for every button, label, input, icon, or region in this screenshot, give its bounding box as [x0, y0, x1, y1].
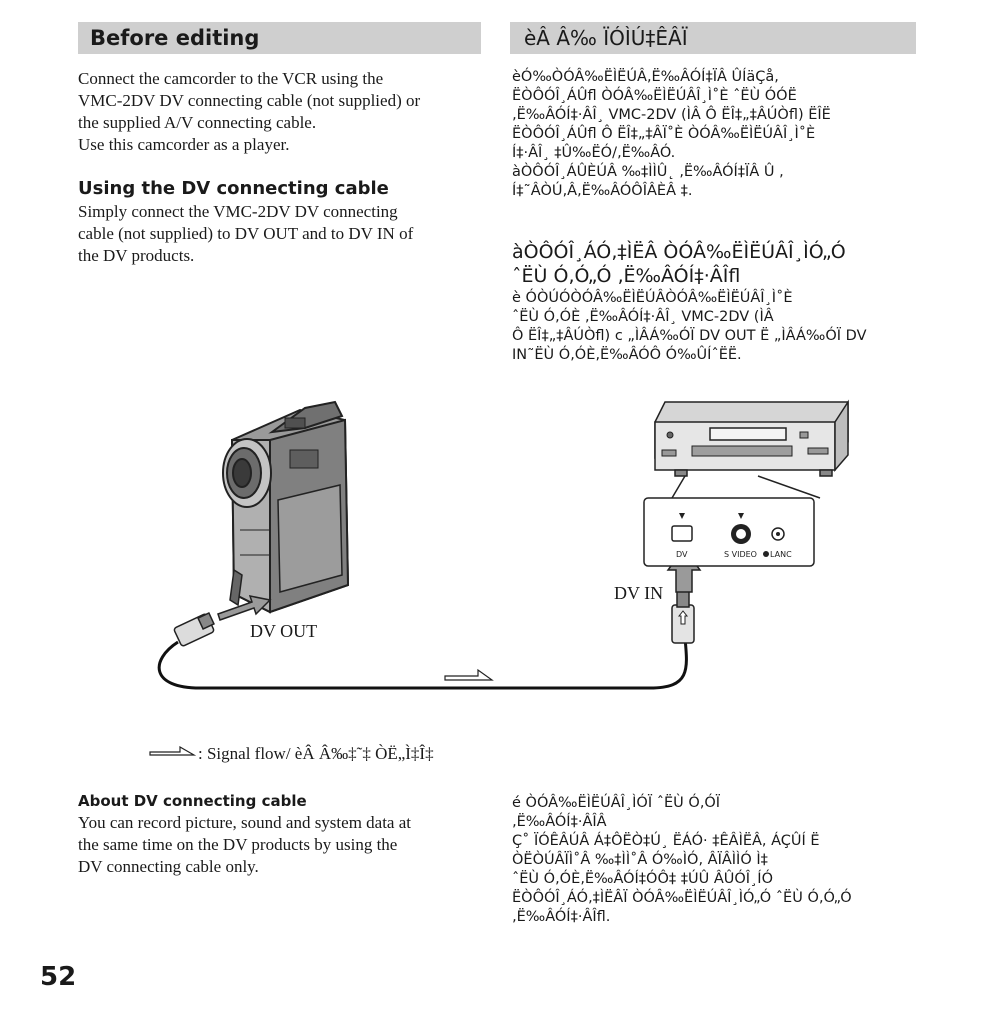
text-line: Simply connect the VMC-2DV DV connecting — [78, 202, 398, 221]
subheading-ru — [512, 240, 932, 288]
text-line: cable (not supplied) to DV OUT and to DV IN of — [78, 224, 414, 243]
about-paragraph-en — [78, 812, 498, 878]
section-title-ru: èÂ Â‰ ÏÓÌÚ‡ÊÂÏ — [524, 26, 688, 50]
zoom-connector — [672, 476, 685, 498]
text-line: the DV products. — [78, 246, 195, 265]
text-line: the same time on the DV products by using the — [78, 835, 398, 854]
dv-plug-right — [672, 591, 694, 643]
text-line: Use this camcorder as a player. — [78, 135, 290, 154]
text-line: You can record picture, sound and system data at — [78, 813, 411, 832]
dv-port-icon — [672, 526, 692, 541]
text-line: é ÒÓÂ‰ËÌËÚÂÎ¸ÌÓÏ ˆËÙ Ó‚ÓÏ — [512, 795, 721, 811]
dv-in-label: DV IN — [614, 583, 664, 603]
port-label-dv: DV — [676, 550, 688, 559]
text-line: ÒËÒÚÂÏÌ˚Â ‰‡ÌÌ˚Â Ó‰ÌÓ, ÂÏÂÌÌÓ Ì‡ — [512, 852, 768, 868]
text-line: Í‡˜ÂÒÚ‚Â‚Ë‰ÂÓÔÎÂÈÂ ‡. — [512, 183, 693, 199]
signal-flow-arrow — [445, 670, 492, 680]
zoom-connector — [758, 476, 820, 498]
dv-plug-left — [173, 613, 214, 647]
text-line: Ô ËÎ‡„‡ÂÚÒﬂ) c „ÌÂÁ‰ÓÏ DV OUT Ë „ÌÂÁ‰ÓÏ DV — [512, 328, 867, 344]
text-line: ˆËÙ Ó‚ÓÈ‚Ë‰ÂÓÍ‡ÓÔ‡ ‡ÚÛ ÂÛÓÎ¸ÍÓ — [512, 871, 773, 887]
legend-arrow-icon — [148, 746, 196, 760]
sub-paragraph-ru — [512, 289, 932, 365]
subheading-en: Using the DV connecting cable — [78, 178, 389, 199]
vcr-illustration — [655, 402, 848, 476]
text-line: Connect the camcorder to the VCR using the — [78, 69, 384, 88]
lanc-symbol-icon — [763, 551, 769, 557]
intro-paragraph-en — [78, 68, 498, 156]
text-line: DV connecting cable only. — [78, 857, 259, 876]
dv-out-label: DV OUT — [250, 621, 318, 641]
text-line: Ç˚ ÏÓÊÂÚÂ Á‡ÔËÒ‡Ú¸ ËÁÓ· ‡ÊÂÌËÂ, ÁÇÛÍ Ë — [512, 833, 820, 849]
dv-cable — [159, 638, 686, 688]
intro-paragraph-ru — [512, 68, 932, 201]
about-heading-en: About DV connecting cable — [78, 792, 307, 810]
sub-paragraph-en — [78, 201, 498, 267]
text-line: ‚Ë‰ÂÓÍ‡·ÂÎÂ — [512, 814, 607, 830]
text-line: àÒÔÓÎ¸ÁÛÈÚÂ ‰‡ÌÌÛ˛ ‚Ë‰ÂÓÍ‡ÏÂ Û , — [512, 164, 784, 180]
section-title-en: Before editing — [90, 26, 260, 50]
text-line: àÒÔÓÎ¸ÁÓ‚‡ÌËÂ ÒÓÂ‰ËÌËÚÂÎ¸ÌÓ„Ó — [512, 241, 846, 263]
camcorder-illustration — [223, 402, 348, 612]
text-line: the supplied A/V connecting cable. — [78, 113, 317, 132]
about-paragraph-ru — [512, 794, 932, 927]
text-line: ˆËÙ Ó‚Ó„Ó ‚Ë‰ÂÓÍ‡·ÂÎﬂ — [512, 265, 741, 287]
text-line: ËÒÔÓÎ¸ÁÛﬂ ÒÓÂ‰ËÌËÚÂÎ¸Ì˚È ˆËÙ ÓÓË — [512, 88, 797, 104]
connection-diagram — [0, 380, 988, 780]
text-line: Í‡·ÂÎ¸ ‡Û‰ËÓ/‚Ë‰ÂÓ. — [512, 145, 676, 161]
text-line: ‚Ë‰ÂÓÍ‡·ÂÎ¸ VMC-2DV (ÌÂ Ô ËÎ‡„‡ÂÚÒﬂ) ËÎË — [512, 107, 831, 123]
text-line: è ÓÒÚÓÒÓÂ‰ËÌËÚÂÒÓÂ‰ËÌËÚÂÎ¸Ì˚È — [512, 290, 793, 306]
section-header-ru — [510, 22, 916, 54]
text-line: IN˜ËÙ Ó‚ÓÈ‚Ë‰ÂÓÔ Ó‰ÛÍˆËË. — [512, 347, 742, 363]
text-line: ˆËÙ Ó‚ÓÈ ‚Ë‰ÂÓÍ‡·ÂÎ¸ VMC-2DV (ÌÂ — [512, 309, 774, 325]
text-line: ËÒÔÓÎ¸ÁÛﬂ Ô ËÎ‡„‡ÂÏ˚È ÒÓÂ‰ËÌËÚÂÎ¸Ì˚È — [512, 126, 816, 142]
legend-text: : Signal flow/ èÂ Â‰‡˜‡ ÒË„Ì‡Î‡ — [198, 744, 434, 763]
text-line: ËÒÔÓÎ¸ÁÓ‚‡ÌËÂÏ ÒÓÂ‰ËÌËÚÂÎ¸ÌÓ„Ó ˆËÙ Ó‚Ó„Ó — [512, 890, 852, 906]
page-number: 52 — [40, 962, 77, 992]
text-line: ‚Ë‰ÂÓÍ‡·ÂÎﬂ. — [512, 909, 611, 925]
port-label-svideo: S VIDEO — [724, 550, 757, 559]
text-line: èÓ‰ÒÓÂ‰ËÌËÚÂ‚Ë‰ÂÓÍ‡ÏÂ ÛÍäÇå, — [512, 69, 779, 85]
port-label-lanc: LANC — [770, 550, 792, 559]
section-header-en — [78, 22, 481, 54]
text-line: VMC-2DV DV connecting cable (not supplied) or — [78, 91, 421, 110]
